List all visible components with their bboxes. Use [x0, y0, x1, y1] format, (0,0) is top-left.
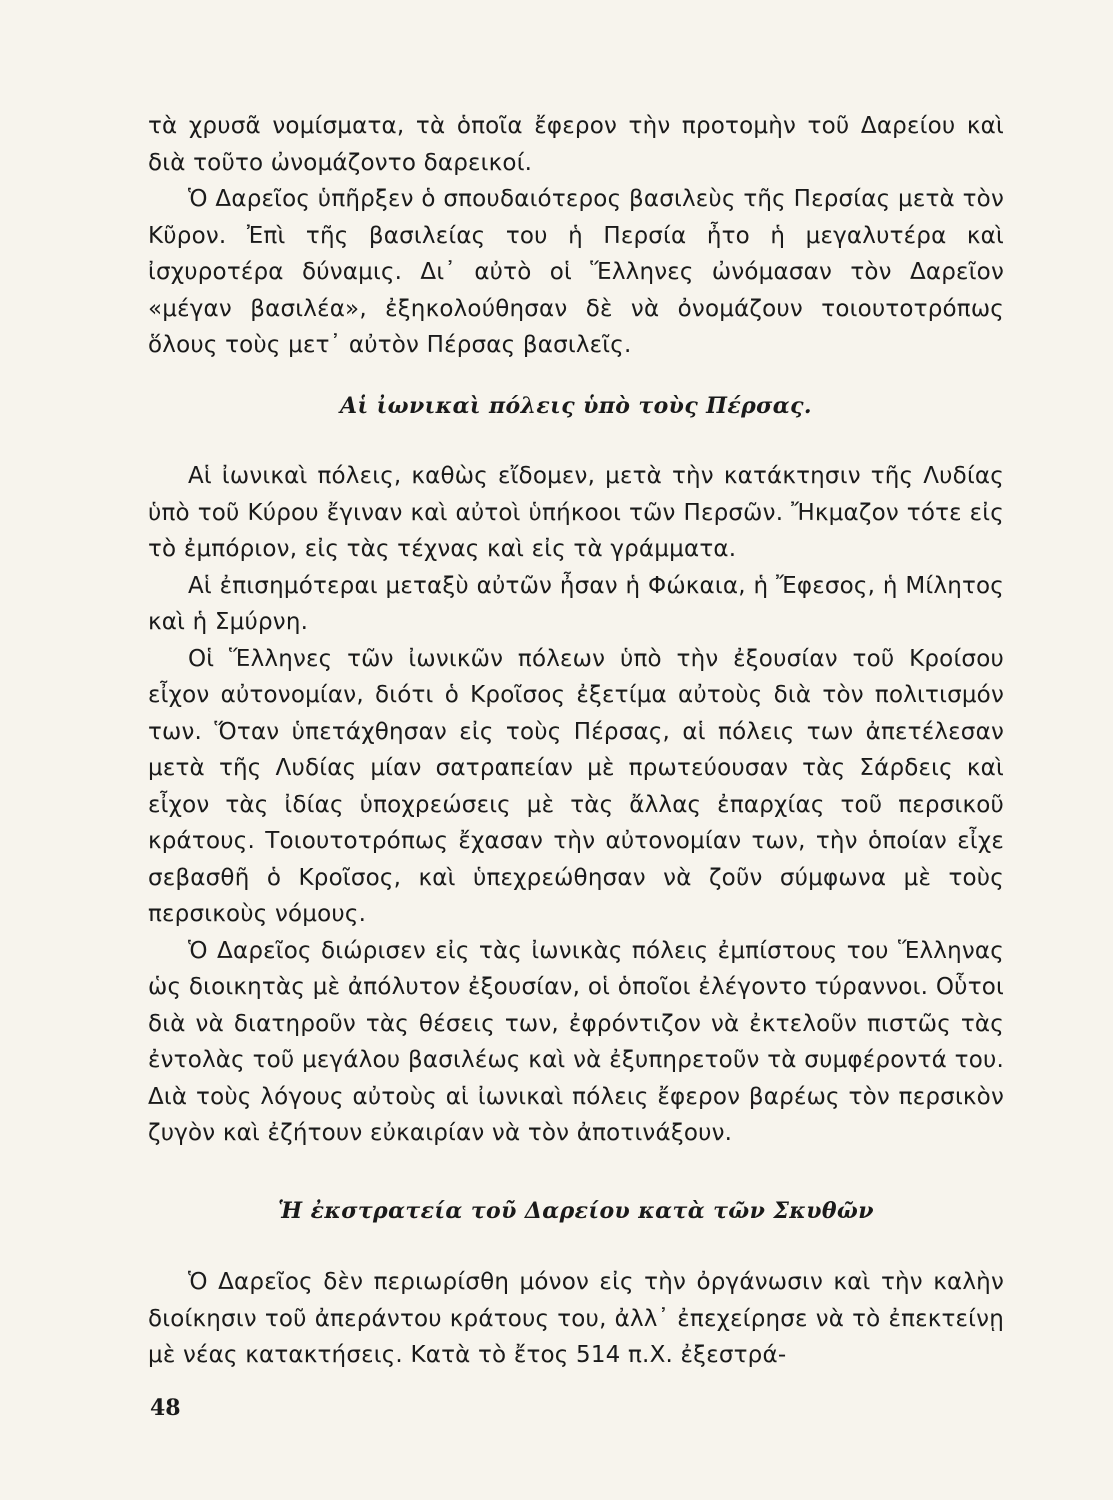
paragraph: Οἱ Ἕλληνες τῶν ἰωνικῶν πόλεων ὑπὸ τὴν ἐξουσίαν τοῦ Κροίσου εἶχον αὐτονομίαν, διότι ὁ Κροῖσος ἐξετίμα αὐτοὺς διὰ τὸν πολιτισμόν των. Ὅταν ὑπετάχθησαν εἰς τοὺς Πέρσας, αἱ πόλεις των ἀπετέλεσαν μετὰ τῆς Λυδίας μίαν σατραπείαν μὲ πρωτεύουσαν τὰς Σάρδεις καὶ εἶχον τὰς ἰδίας ὑποχρεώσεις μὲ τὰς ἄλλας ἐπαρχίας τοῦ περσικοῦ κράτους. Τοιουτοτρόπως ἔχασαν τὴν αὐτονομίαν των, τὴν ὁποίαν εἶχε σεβασθῆ ὁ Κροῖσος, καὶ ὑπεχρεώθησαν νὰ ζοῦν σύμφωνα μὲ τοὺς περσικοὺς νόμους.: [148, 645, 1004, 927]
paragraph: Αἱ ἰωνικαὶ πόλεις, καθὼς εἴδομεν, μετὰ τὴν κατάκτησιν τῆς Λυδίας ὑπὸ τοῦ Κύρου ἔγιναν καὶ αὐτοὶ ὑπήκοοι τῶν Περσῶν. Ἤκμαζον τότε εἰς τὸ ἐμπόριον, εἰς τὰς τέχνας καὶ εἰς τὰ γράμματα.: [148, 463, 1004, 562]
section-heading-ionian-cities: Αἱ ἰωνικαὶ πόλεις ὑπὸ τοὺς Πέρσας.: [340, 393, 812, 419]
text-block-ionian-cities: [148, 458, 1004, 1152]
section-heading-scythian-campaign: Ἡ ἐκστρατεία τοῦ Δαρείου κατὰ τῶν Σκυθῶν: [278, 1198, 874, 1224]
paragraph: Ὁ Δαρεῖος διώρισεν εἰς τὰς ἰωνικὰς πόλεις ἐμπίστους του Ἕλληνας ὡς διοικητὰς μὲ ἀπόλυτον ἐξουσίαν, οἱ ὁποῖοι ἐλέγοντο τύραννοι. Οὗτοι διὰ νὰ διατηροῦν τὰς θέσεις των, ἐφρόντιζον νὰ ἐκτελοῦν πιστῶς τὰς ἐντολὰς τοῦ μεγάλου βασιλέως καὶ νὰ ἐξυπηρετοῦν τὰ συμφέροντά του. Διὰ τοὺς λόγους αὐτοὺς αἱ ἰωνικαὶ πόλεις ἔφερον βαρέως τὸν περσικὸν ζυγὸν καὶ ἐζήτουν εὐκαιρίαν νὰ τὸν ἀποτινάξουν.: [148, 937, 1004, 1146]
paragraph: Αἱ ἐπισημότεραι μεταξὺ αὐτῶν ἦσαν ἡ Φώκαια, ἡ Ἔφεσος, ἡ Μίλητος καὶ ἡ Σμύρνη.: [148, 572, 1004, 635]
paragraph: Ὁ Δαρεῖος δὲν περιωρίσθη μόνον εἰς τὴν ὀργάνωσιν καὶ τὴν καλὴν διοίκησιν τοῦ ἀπεράντου κράτους του, ἀλλ᾽ ἐπεχείρησε νὰ τὸ ἐπεκτείνῃ μὲ νέας κατακτήσεις. Κατὰ τὸ ἔτος 514 π.Χ. ἐξεστρά-: [148, 1269, 1004, 1368]
paragraph: τὰ χρυσᾶ νομίσματα, τὰ ὁποῖα ἔφερον τὴν προτομὴν τοῦ Δαρείου καὶ διὰ τοῦτο ὠνομάζοντο δαρεικοί.: [148, 113, 1004, 176]
text-block-scythian-campaign: [148, 1264, 1004, 1374]
page-number: 48: [150, 1395, 181, 1421]
text-block-intro: [148, 108, 1004, 364]
paragraph: Ὁ Δαρεῖος ὑπῆρξεν ὁ σπουδαιότερος βασιλεὺς τῆς Περσίας μετὰ τὸν Κῦρον. Ἐπὶ τῆς βασιλείας του ἡ Περσία ἦτο ἡ μεγαλυτέρα καὶ ἰσχυροτέρα δύναμις. Δι᾽ αὐτὸ οἱ Ἕλληνες ὠνόμασαν τὸν Δαρεῖον «μέγαν βασιλέα», ἐξηκολούθησαν δὲ νὰ ὀνομάζουν τοιουτοτρόπως ὅλους τοὺς μετ᾽ αὐτὸν Πέρσας βασιλεῖς.: [148, 186, 1004, 358]
